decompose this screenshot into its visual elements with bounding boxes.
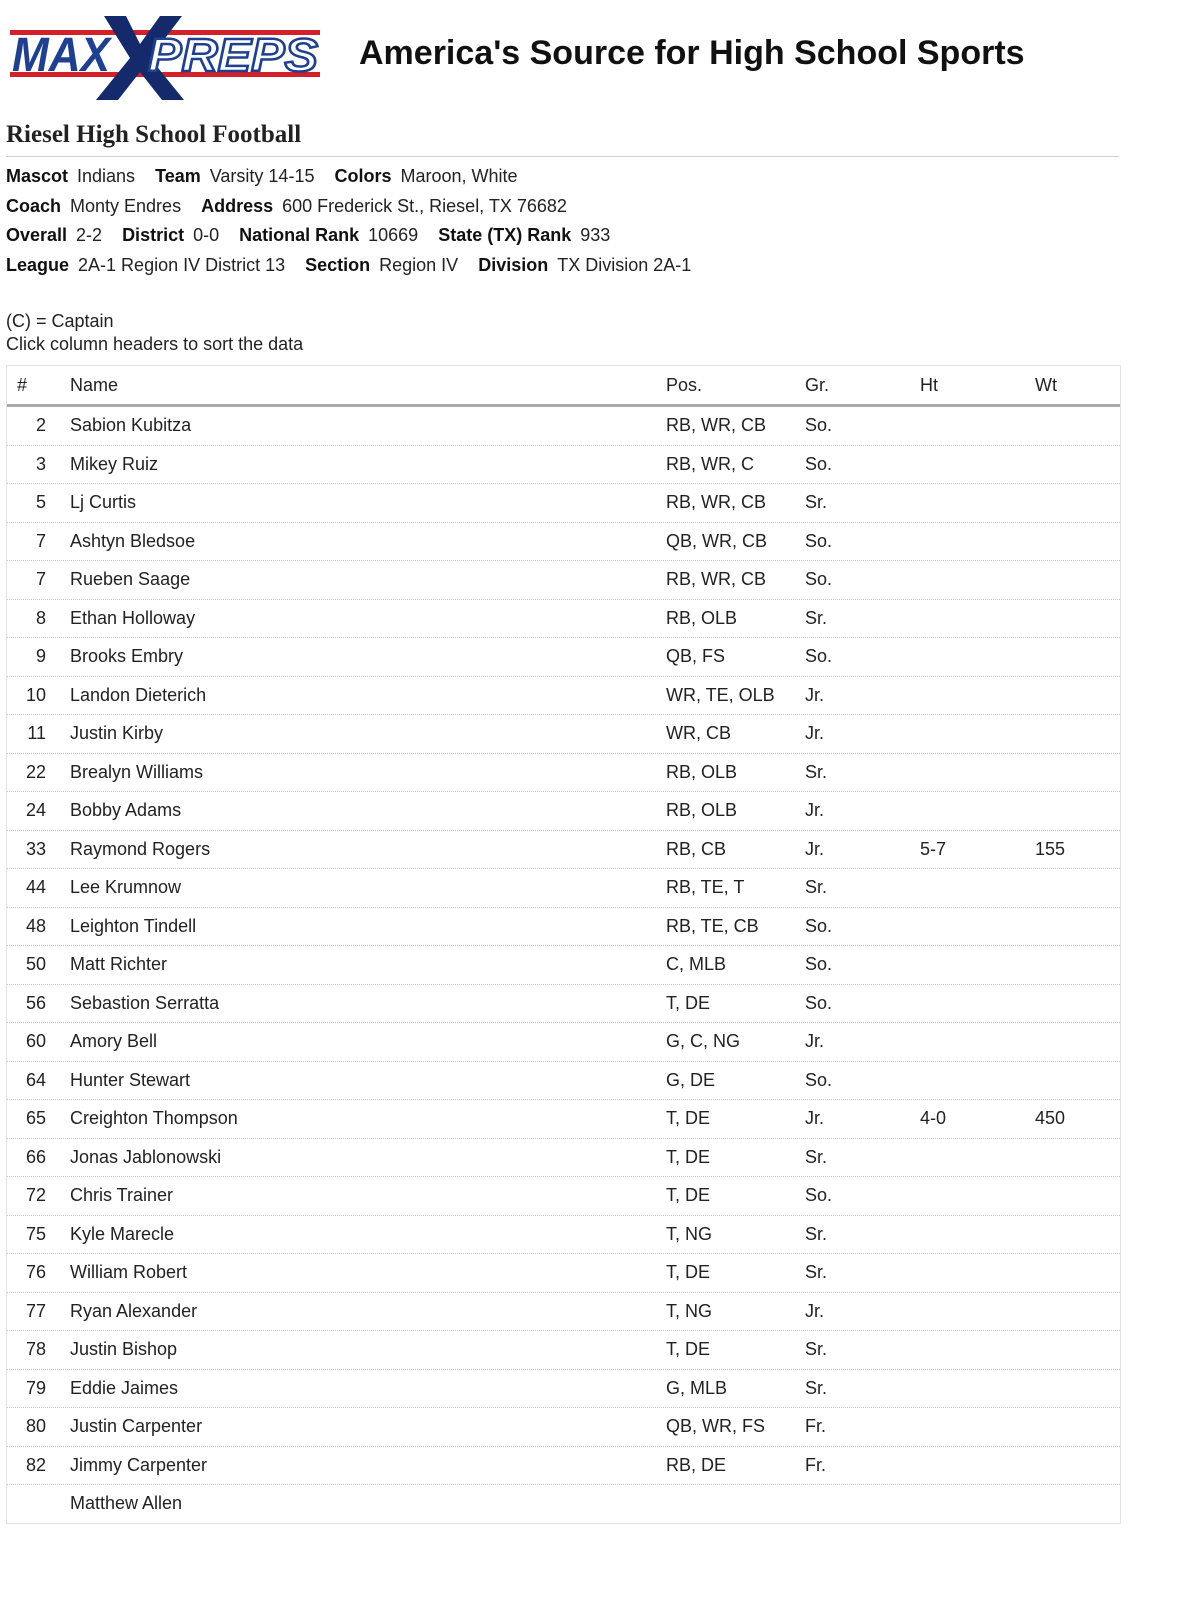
player-grade: Sr.	[805, 877, 828, 897]
player-grade: Jr.	[805, 723, 825, 743]
player-position: T, DE	[666, 1339, 711, 1359]
player-position: QB, WR, CB	[666, 530, 768, 551]
info-pair	[6, 251, 285, 281]
table-header-row	[7, 366, 1120, 407]
info-line	[6, 251, 1119, 281]
player-position: G, C, NG	[666, 1031, 741, 1051]
table-row	[7, 985, 1120, 1024]
info-value: Maroon, White	[400, 166, 518, 186]
player-grade: So.	[805, 915, 833, 936]
player-name: Mikey Ruiz	[70, 453, 159, 474]
table-row	[7, 1447, 1120, 1486]
info-pair	[6, 162, 135, 192]
player-position: G, MLB	[666, 1377, 728, 1398]
player-weight: 155	[1035, 838, 1066, 859]
player-grade: So.	[805, 569, 833, 589]
school-info	[6, 162, 1119, 280]
player-position: T, DE	[666, 1108, 711, 1128]
info-label: State (TX) Rank	[438, 225, 572, 245]
player-position: T, DE	[666, 1185, 711, 1205]
player-name: Matt Richter	[70, 954, 168, 974]
player-grade: Jr.	[805, 1031, 825, 1051]
logo-preps-text: PREPS	[148, 29, 319, 81]
table-row	[7, 446, 1120, 485]
player-position: C, MLB	[666, 954, 727, 974]
player-grade: So.	[805, 992, 833, 1013]
player-position: WR, CB	[666, 723, 731, 743]
player-number: 3	[35, 453, 46, 474]
table-row	[7, 831, 1120, 870]
info-value: 10669	[368, 225, 419, 245]
table-row	[7, 715, 1120, 754]
player-number: 44	[25, 877, 46, 897]
player-position: RB, WR, CB	[666, 415, 767, 435]
player-number: 79	[25, 1377, 46, 1398]
player-position: T, DE	[666, 1146, 711, 1167]
player-position: QB, WR, FS	[666, 1416, 765, 1436]
table-row	[7, 1370, 1120, 1409]
player-height: 5-7	[920, 838, 947, 859]
player-name: Brooks Embry	[70, 646, 184, 666]
table-row	[7, 677, 1120, 716]
player-grade: So.	[805, 530, 833, 551]
info-value: 933	[580, 225, 611, 245]
info-label: League	[6, 254, 70, 275]
info-value: Indians	[77, 166, 136, 186]
player-name: Chris Trainer	[70, 1185, 174, 1205]
player-name: Landon Dieterich	[70, 684, 207, 705]
captain-legend: (C) = Captain	[6, 311, 114, 331]
player-name: Justin Kirby	[70, 723, 164, 743]
info-value: Varsity 14-15	[209, 166, 315, 186]
info-pair	[155, 162, 314, 192]
info-label: Mascot	[6, 166, 69, 186]
player-grade: Jr.	[805, 838, 825, 859]
player-number: 9	[35, 646, 46, 666]
player-number: 48	[25, 915, 46, 936]
info-pair	[305, 251, 458, 281]
info-value: 2A-1 Region IV District 13	[78, 254, 286, 275]
player-name: Amory Bell	[70, 1031, 158, 1051]
table-row	[7, 1100, 1120, 1139]
player-number: 22	[25, 761, 46, 782]
table-row	[7, 792, 1120, 831]
player-grade: Fr.	[805, 1454, 826, 1475]
info-pair	[6, 221, 102, 251]
table-row	[7, 1177, 1120, 1216]
table-row	[7, 1254, 1120, 1293]
player-name: Eddie Jaimes	[70, 1377, 179, 1398]
info-pair	[438, 221, 610, 251]
player-position: T, DE	[666, 1262, 711, 1282]
player-name: Ashtyn Bledsoe	[70, 530, 196, 551]
player-position: G, DE	[666, 1069, 716, 1090]
player-name: Lj Curtis	[70, 492, 137, 512]
info-pair	[122, 221, 219, 251]
player-number: 72	[25, 1185, 46, 1205]
table-row	[7, 754, 1120, 793]
maxpreps-logo[interactable]	[8, 14, 324, 100]
table-row	[7, 1023, 1120, 1062]
table-row	[7, 523, 1120, 562]
player-grade: Sr.	[805, 1146, 828, 1167]
player-position: T, DE	[666, 992, 711, 1013]
info-line	[6, 162, 1119, 192]
player-name: Matthew Allen	[70, 1493, 183, 1513]
player-name: Justin Bishop	[70, 1339, 178, 1359]
table-row	[7, 946, 1120, 985]
table-row	[7, 600, 1120, 639]
player-grade: Jr.	[805, 800, 825, 820]
info-pair	[334, 162, 517, 192]
player-position: RB, OLB	[666, 800, 738, 820]
player-grade: Jr.	[805, 1108, 825, 1128]
info-label: Coach	[6, 195, 62, 216]
player-number: 80	[25, 1416, 46, 1436]
player-height: 4-0	[920, 1108, 947, 1128]
player-grade: Sr.	[805, 1339, 828, 1359]
player-number: 64	[25, 1069, 46, 1090]
player-number: 7	[35, 569, 46, 589]
player-grade: Jr.	[805, 1300, 825, 1321]
player-name: Brealyn Williams	[70, 761, 204, 782]
player-number: 2	[35, 415, 46, 435]
player-number: 66	[25, 1146, 46, 1167]
player-number: 82	[25, 1454, 46, 1475]
player-name: Leighton Tindell	[70, 915, 197, 936]
player-number: 76	[25, 1262, 46, 1282]
table-row	[7, 869, 1120, 908]
player-name: Lee Krumnow	[70, 877, 182, 897]
player-grade: So.	[805, 1185, 833, 1205]
player-grade: Sr.	[805, 1377, 828, 1398]
player-name: Ryan Alexander	[70, 1300, 198, 1321]
table-row	[7, 1139, 1120, 1178]
player-number: 65	[25, 1108, 46, 1128]
player-number: 56	[25, 992, 46, 1013]
player-number: 78	[25, 1339, 46, 1359]
player-grade: So.	[805, 1069, 833, 1090]
player-name: William Robert	[70, 1262, 188, 1282]
title-divider	[6, 156, 1119, 157]
info-value: TX Division 2A-1	[557, 254, 692, 275]
player-position: RB, OLB	[666, 607, 738, 628]
table-row	[7, 561, 1120, 600]
info-label: Team	[155, 166, 201, 186]
player-grade: So.	[805, 453, 833, 474]
info-label: Section	[305, 254, 371, 275]
player-position: RB, TE, CB	[666, 915, 759, 936]
player-grade: So.	[805, 646, 833, 666]
player-grade: So.	[805, 415, 833, 435]
player-name: Rueben Saage	[70, 569, 191, 589]
player-grade: Fr.	[805, 1416, 826, 1436]
player-name: Ethan Holloway	[70, 607, 196, 628]
info-value: 600 Frederick St., Riesel, TX 76682	[282, 195, 567, 216]
player-position: RB, CB	[666, 838, 727, 859]
player-position: RB, DE	[666, 1454, 727, 1475]
player-position: RB, TE, T	[666, 877, 745, 897]
table-row	[7, 1408, 1120, 1447]
info-label: Colors	[334, 166, 392, 186]
player-grade: Sr.	[805, 492, 828, 512]
player-position: QB, FS	[666, 646, 726, 666]
info-value: Monty Endres	[70, 195, 182, 216]
info-pair	[239, 221, 418, 251]
column-header-grade[interactable]: Gr.	[805, 375, 830, 395]
player-position: RB, WR, CB	[666, 492, 767, 512]
player-grade: Sr.	[805, 1223, 828, 1244]
info-line	[6, 192, 1119, 222]
column-header-name[interactable]: Name	[70, 375, 119, 395]
player-name: Raymond Rogers	[70, 838, 211, 859]
table-row	[7, 1331, 1120, 1370]
site-tagline: America's Source for High School Sports	[359, 34, 1025, 72]
player-number: 7	[35, 530, 46, 551]
logo-max-text: MAX	[12, 29, 113, 82]
column-header-height[interactable]: Ht	[920, 375, 938, 395]
info-label: Overall	[6, 225, 68, 245]
page-title: Riesel High School Football	[6, 121, 302, 148]
page-header	[8, 14, 1118, 106]
info-pair	[6, 192, 181, 222]
info-line	[6, 221, 1119, 251]
player-grade: Sr.	[805, 1262, 828, 1282]
info-label: District	[122, 225, 185, 245]
player-name: Sebastion Serratta	[70, 992, 220, 1013]
player-number: 11	[27, 723, 46, 743]
player-grade: So.	[805, 954, 833, 974]
table-row	[7, 1216, 1120, 1255]
player-number: 24	[25, 800, 46, 820]
player-number: 50	[25, 954, 46, 974]
player-position: T, NG	[666, 1223, 713, 1244]
table-row	[7, 908, 1120, 947]
player-position: RB, OLB	[666, 761, 738, 782]
player-name: Sabion Kubitza	[70, 415, 192, 435]
player-number: 60	[25, 1031, 46, 1051]
player-position: RB, WR, C	[666, 453, 754, 474]
table-row	[7, 407, 1120, 446]
player-number: 10	[25, 684, 46, 705]
player-position: WR, TE, OLB	[666, 684, 775, 705]
column-header-weight[interactable]: Wt	[1035, 375, 1057, 395]
player-position: T, NG	[666, 1300, 713, 1321]
player-grade: Sr.	[805, 761, 828, 782]
table-row	[7, 1062, 1120, 1101]
player-name: Justin Carpenter	[70, 1416, 203, 1436]
column-header-position[interactable]: Pos.	[666, 375, 703, 395]
player-name: Creighton Thompson	[70, 1108, 238, 1128]
player-name: Jimmy Carpenter	[70, 1454, 208, 1475]
info-label: National Rank	[239, 225, 360, 245]
table-row	[7, 484, 1120, 523]
player-number: 5	[35, 492, 46, 512]
info-pair	[201, 192, 567, 222]
player-name: Kyle Marecle	[70, 1223, 175, 1244]
info-value: 2-2	[76, 225, 103, 245]
player-weight: 450	[1035, 1108, 1066, 1128]
sort-hint: Click column headers to sort the data	[6, 334, 304, 354]
player-name: Jonas Jablonowski	[70, 1146, 222, 1167]
info-label: Division	[478, 254, 549, 275]
player-number: 33	[25, 838, 46, 859]
info-pair	[478, 251, 691, 281]
table-row	[7, 1485, 1120, 1523]
info-value: 0-0	[193, 225, 220, 245]
player-position: RB, WR, CB	[666, 569, 767, 589]
player-name: Bobby Adams	[70, 800, 182, 820]
roster-notes	[6, 310, 303, 356]
column-header-number[interactable]: #	[17, 375, 28, 395]
info-label: Address	[201, 195, 274, 216]
player-number: 8	[35, 607, 46, 628]
table-row	[7, 1293, 1120, 1332]
player-name: Hunter Stewart	[70, 1069, 191, 1090]
player-grade: Sr.	[805, 607, 828, 628]
player-number: 77	[25, 1300, 46, 1321]
roster-table	[6, 365, 1121, 1524]
info-value: Region IV	[379, 254, 459, 275]
table-row	[7, 638, 1120, 677]
player-number: 75	[25, 1223, 46, 1244]
player-grade: Jr.	[805, 684, 825, 705]
